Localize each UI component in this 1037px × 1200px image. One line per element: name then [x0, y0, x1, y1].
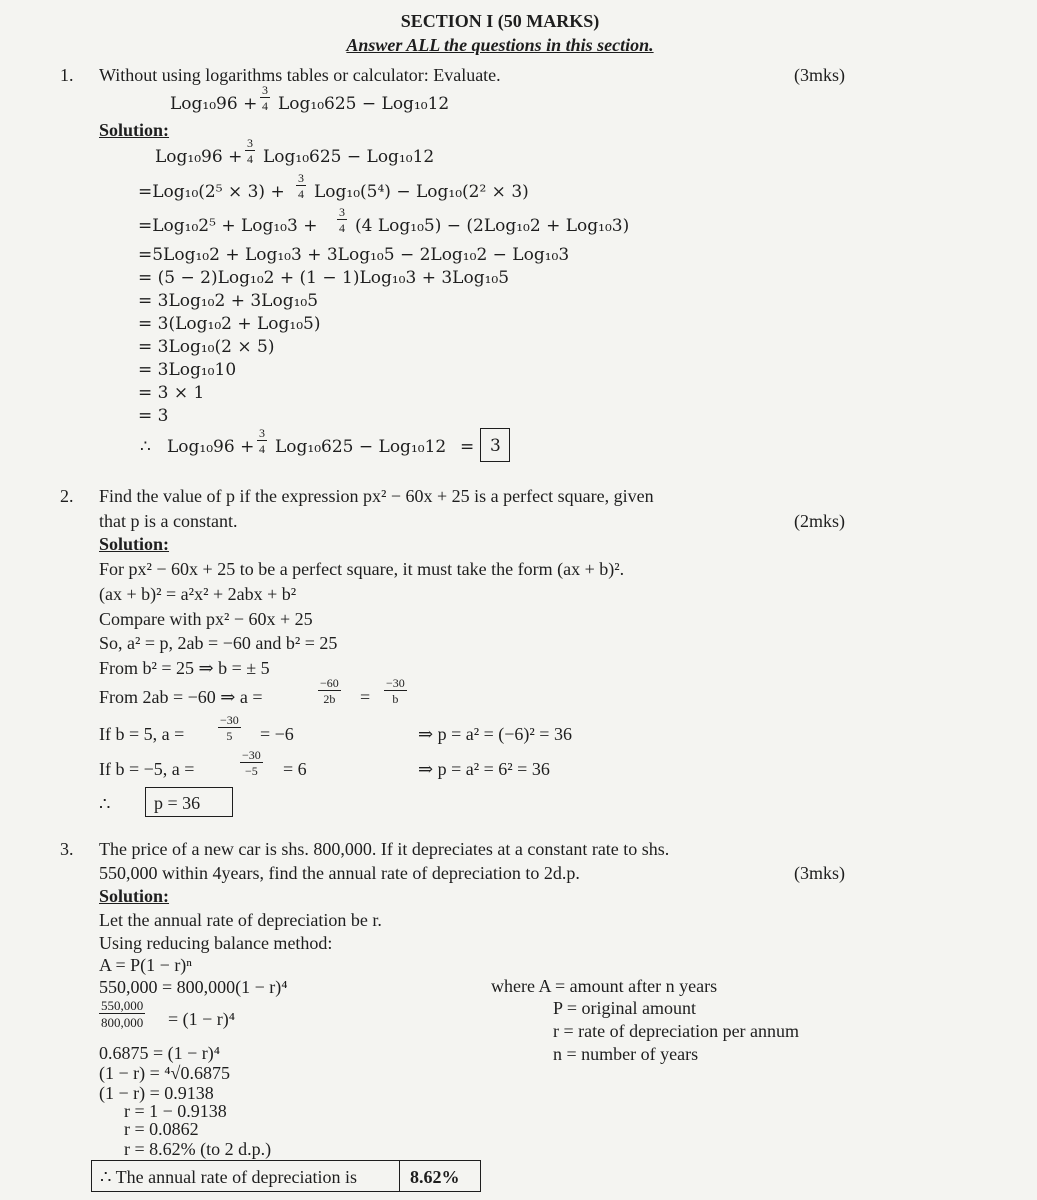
- q3-step-r-percent: r = 8.62% (to 2 d.p.): [124, 1139, 272, 1159]
- q1-restate-b: Log₁₀625 − Log₁₀12: [263, 147, 435, 167]
- q3-conclusion-box: [91, 1160, 481, 1192]
- q1-answer-box: [480, 428, 510, 462]
- q1-step-5: = 3Log₁₀2 + 3Log₁₀5: [138, 291, 319, 311]
- q1-marks: (3mks): [794, 65, 845, 85]
- q3-step-r-decimal: r = 0.0862: [124, 1119, 199, 1139]
- q1-step-2b: (4 Log₁₀5) − (2Log₁₀2 + Log₁₀3): [355, 216, 630, 236]
- q1-step-2-fraction: 3 4: [339, 205, 345, 235]
- q1-question: Without using logarithms tables or calculator: Evaluate.: [99, 65, 501, 85]
- q2-fraction-equals: =: [360, 687, 371, 707]
- q3-step-ratio-fraction: 550,000 800,000: [101, 998, 144, 1030]
- q2-line-4: So, a² = p, 2ab = −60 and b² = 25: [99, 633, 338, 653]
- q1-restate-a: Log₁₀96 +: [155, 147, 243, 167]
- q3-solution-label: Solution:: [99, 886, 170, 906]
- q3-step-subtract: r = 1 − 0.9138: [124, 1101, 227, 1121]
- q2-fraction-1: −60 2b: [320, 676, 339, 706]
- q2-line-2: (ax + b)² = a²x² + 2abx + b²: [99, 584, 297, 604]
- q2-case-1: If b = 5, a =: [99, 724, 185, 744]
- q3-step-ratio-rhs: = (1 − r)⁴: [168, 1009, 236, 1029]
- q1-solution-label: Solution:: [99, 120, 170, 140]
- q3-step-formula: A = P(1 − r)ⁿ: [99, 955, 192, 975]
- q1-step-3: =5Log₁₀2 + Log₁₀3 + 3Log₁₀5 − 2Log₁₀2 − Log₁₀3: [138, 245, 570, 265]
- q3-intro-1: Let the annual rate of depreciation be r.: [99, 910, 382, 930]
- q3-answer: 8.62%: [410, 1167, 460, 1187]
- q2-marks: (2mks): [794, 511, 845, 531]
- q3-step-root: (1 − r) = ⁴√0.6875: [99, 1063, 230, 1083]
- q1-step-10: = 3: [138, 406, 169, 426]
- q2-number: 2.: [60, 486, 74, 506]
- q1-step-7: = 3Log₁₀(2 × 5): [138, 337, 275, 357]
- q2-case-1-p: ⇒ p = a² = (−6)² = 36: [418, 724, 572, 744]
- q3-answer-box: [399, 1160, 481, 1192]
- q3-where-r: r = rate of depreciation per annum: [553, 1021, 800, 1041]
- q3-conclusion-text: ∴ The annual rate of depreciation is: [100, 1167, 358, 1187]
- q1-therefore-symbol: ∴: [140, 437, 151, 457]
- q1-step-6: = 3(Log₁₀2 + Log₁₀5): [138, 314, 321, 334]
- q2-case-2: If b = −5, a =: [99, 759, 195, 779]
- section-instruction: Answer ALL the questions in this section.: [346, 35, 654, 55]
- q2-case-2-p: ⇒ p = a² = 6² = 36: [418, 759, 550, 779]
- q2-case-2-fraction: −30 −5: [242, 748, 261, 778]
- q1-answer: 3: [490, 436, 501, 456]
- q1-step-4: = (5 − 2)Log₁₀2 + (1 − 1)Log₁₀3 + 3Log₁₀5: [138, 268, 510, 288]
- q2-answer-box: [145, 787, 233, 817]
- q2-answer: p = 36: [154, 793, 201, 813]
- q1-step-1a: =Log₁₀(2⁵ × 3) +: [138, 182, 285, 202]
- q3-intro-2: Using reducing balance method:: [99, 933, 333, 953]
- section-title: SECTION I (50 MARKS): [400, 11, 600, 31]
- q1-expr-part-b: Log₁₀625 − Log₁₀12: [278, 94, 450, 114]
- q3-step-substitute: 550,000 = 800,000(1 − r)⁴: [99, 977, 288, 997]
- q2-question-line2: that p is a constant.: [99, 511, 238, 531]
- q3-question-line1: The price of a new car is shs. 800,000. If it depreciates at a constant rate to shs.: [99, 839, 670, 859]
- q1-restate-fraction: 3 4: [247, 136, 253, 166]
- q3-number: 3.: [60, 839, 74, 859]
- q2-solution-label: Solution:: [99, 534, 170, 554]
- q3-where-n: n = number of years: [553, 1044, 699, 1064]
- q2-case-1-result: = −6: [260, 724, 294, 744]
- q1-step-2a: =Log₁₀2⁵ + Log₁₀3 +: [138, 216, 318, 236]
- q2-fraction-2: −30 b: [386, 676, 405, 706]
- q1-expr-fraction: 3 4: [262, 83, 268, 113]
- q3-question-line2: 550,000 within 4years, find the annual rate of depreciation to 2d.p.: [99, 863, 580, 883]
- q3-marks: (3mks): [794, 863, 845, 883]
- q3-where-p: P = original amount: [553, 998, 696, 1018]
- q2-line-3: Compare with px² − 60x + 25: [99, 609, 313, 629]
- q1-conclusion-a: Log₁₀96 +: [167, 437, 255, 457]
- q3-step-value: (1 − r) = 0.9138: [99, 1083, 214, 1103]
- q3-where-a: where A = amount after n years: [491, 976, 718, 996]
- q1-number: 1.: [60, 65, 74, 85]
- q1-conclusion-equals: =: [460, 437, 475, 457]
- q1-expr-part-a: Log₁₀96 +: [170, 94, 258, 114]
- q2-line-5: From b² = 25 ⇒ b = ± 5: [99, 658, 270, 678]
- q2-question-line1: Find the value of p if the expression px² − 60x + 25 is a perfect square, given: [99, 486, 654, 506]
- q2-line-1: For px² − 60x + 25 to be a perfect square, it must take the form (ax + b)².: [99, 559, 625, 579]
- q1-conclusion-b: Log₁₀625 − Log₁₀12: [275, 437, 447, 457]
- q2-case-1-fraction: −30 5: [220, 713, 239, 743]
- q2-case-2-result: = 6: [283, 759, 307, 779]
- q1-conclusion-fraction: 3 4: [259, 426, 265, 456]
- q1-step-1-fraction: 3 4: [298, 171, 304, 201]
- q1-step-8: = 3Log₁₀10: [138, 360, 237, 380]
- q1-step-1b: Log₁₀(5⁴) − Log₁₀(2² × 3): [314, 182, 529, 202]
- q2-therefore-symbol: ∴: [99, 794, 111, 814]
- q2-from-2ab: From 2ab = −60 ⇒ a =: [99, 687, 263, 707]
- q1-step-9: = 3 × 1: [138, 383, 205, 403]
- q3-step-decimal: 0.6875 = (1 − r)⁴: [99, 1043, 221, 1063]
